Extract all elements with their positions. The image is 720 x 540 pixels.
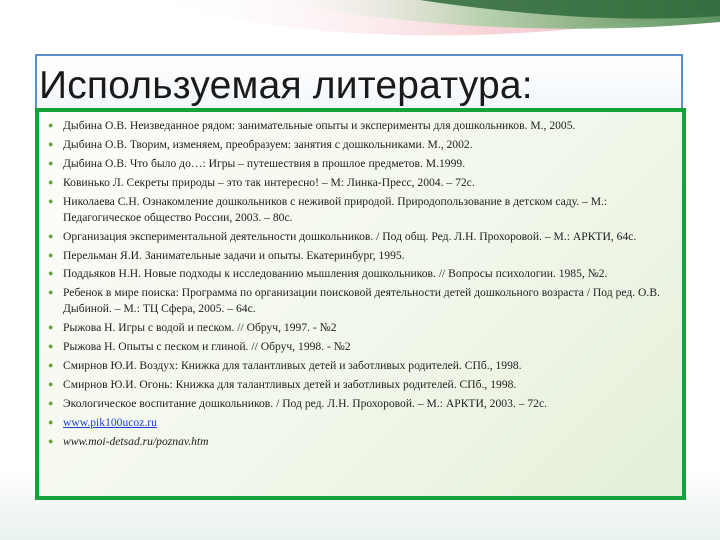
bullet-icon: ● xyxy=(48,120,54,130)
references-list xyxy=(39,112,682,450)
references-panel xyxy=(35,108,686,500)
reference-text: Рыжова Н. Игры с водой и песком. // Обруч, 1997. - №2 xyxy=(63,321,337,335)
slide-title: Используемая литература: xyxy=(39,64,533,107)
reference-text: Ребенок в мире поиска: Программа по организации поисковой деятельности детей дошкольного возраста / Под ред. О.В. Дыбиной. – М.: ТЦ Сфера, 2005. – 64с. xyxy=(63,286,660,316)
reference-item xyxy=(48,434,672,450)
reference-text: Рыжова Н. Опыты с песком и глиной. // Обруч, 1998. - №2 xyxy=(63,340,351,354)
reference-item xyxy=(48,339,672,355)
bullet-icon: ● xyxy=(48,230,54,241)
reference-text: Поддьяков Н.Н. Новые подходы к исследованию мышления дошкольников. // Вопросы психологии. 1985, №2. xyxy=(63,267,608,281)
bullet-icon: ● xyxy=(48,287,54,298)
reference-link[interactable]: www.pik100ucoz.ru xyxy=(63,415,157,429)
reference-item xyxy=(48,358,672,374)
reference-item xyxy=(48,377,672,393)
reference-text: Николаева С.Н. Ознакомление дошкольников с неживой природой. Природопользование в детском саду. – М.: Педагогическое общество России, 2003. – 80с. xyxy=(63,194,608,224)
reference-text: Дыбина О.В. Неизведанное рядом: занимательные опыты и эксперименты для дошкольников. М., 2005. xyxy=(63,119,576,132)
reference-text: Экологическое воспитание дошкольников. / Под ред. Л.Н. Прохоровой. – М.: АРКТИ, 2003. – 72с. xyxy=(63,396,547,410)
reference-item xyxy=(48,266,672,282)
bullet-icon: ● xyxy=(48,176,54,187)
reference-text: Организация экспериментальной деятельности дошкольников. / Под общ. Ред. Л.Н. Прохоровой. – М.: АРКТИ, 64с. xyxy=(63,229,637,243)
bullet-icon: ● xyxy=(48,195,54,206)
bullet-icon: ● xyxy=(48,157,54,168)
reference-text: Дыбина О.В. Что было до…: Игры – путешествия в прошлое предметов. М.1999. xyxy=(63,156,466,170)
bullet-icon: ● xyxy=(48,138,54,149)
reference-item xyxy=(48,137,672,153)
reference-item xyxy=(48,118,672,134)
bullet-icon: ● xyxy=(48,379,54,389)
bullet-icon: ● xyxy=(48,249,54,260)
bullet-icon: ● xyxy=(48,268,54,279)
reference-text: Ковинько Л. Секреты природы – это так интересно! – М: Линка-Пресс, 2004. – 72с. xyxy=(63,175,475,189)
reference-item xyxy=(48,156,672,172)
reference-item xyxy=(48,248,672,264)
reference-text: Дыбина О.В. Творим, изменяем, преобразуем: занятия с дошкольниками. М., 2002. xyxy=(63,137,473,151)
reference-item xyxy=(48,175,672,191)
reference-item xyxy=(48,229,672,245)
bullet-icon: ● xyxy=(48,341,54,352)
reference-item xyxy=(48,396,672,412)
title-box xyxy=(35,54,683,110)
reference-item xyxy=(48,415,672,431)
bullet-icon: ● xyxy=(48,360,54,371)
reference-url-text: www.moi-detsad.ru/poznav.htm xyxy=(63,434,209,448)
reference-text: Смирнов Ю.И. Воздух: Книжка для талантливых детей и заботливых родителей. СПб., 1998. xyxy=(63,359,522,373)
bullet-icon: ● xyxy=(48,416,54,427)
reference-text: Перельман Я.И. Занимательные задачи и опыты. Екатеринбург, 1995. xyxy=(63,248,405,262)
reference-item xyxy=(48,320,672,336)
reference-text: Смирнов Ю.И. Огонь: Книжка для талантливых детей и заботливых родителей. СПб., 1998. xyxy=(63,378,517,391)
reference-item xyxy=(48,285,672,316)
bullet-icon: ● xyxy=(48,435,54,446)
reference-item xyxy=(48,194,672,225)
bullet-icon: ● xyxy=(48,397,54,408)
bullet-icon: ● xyxy=(48,322,54,333)
